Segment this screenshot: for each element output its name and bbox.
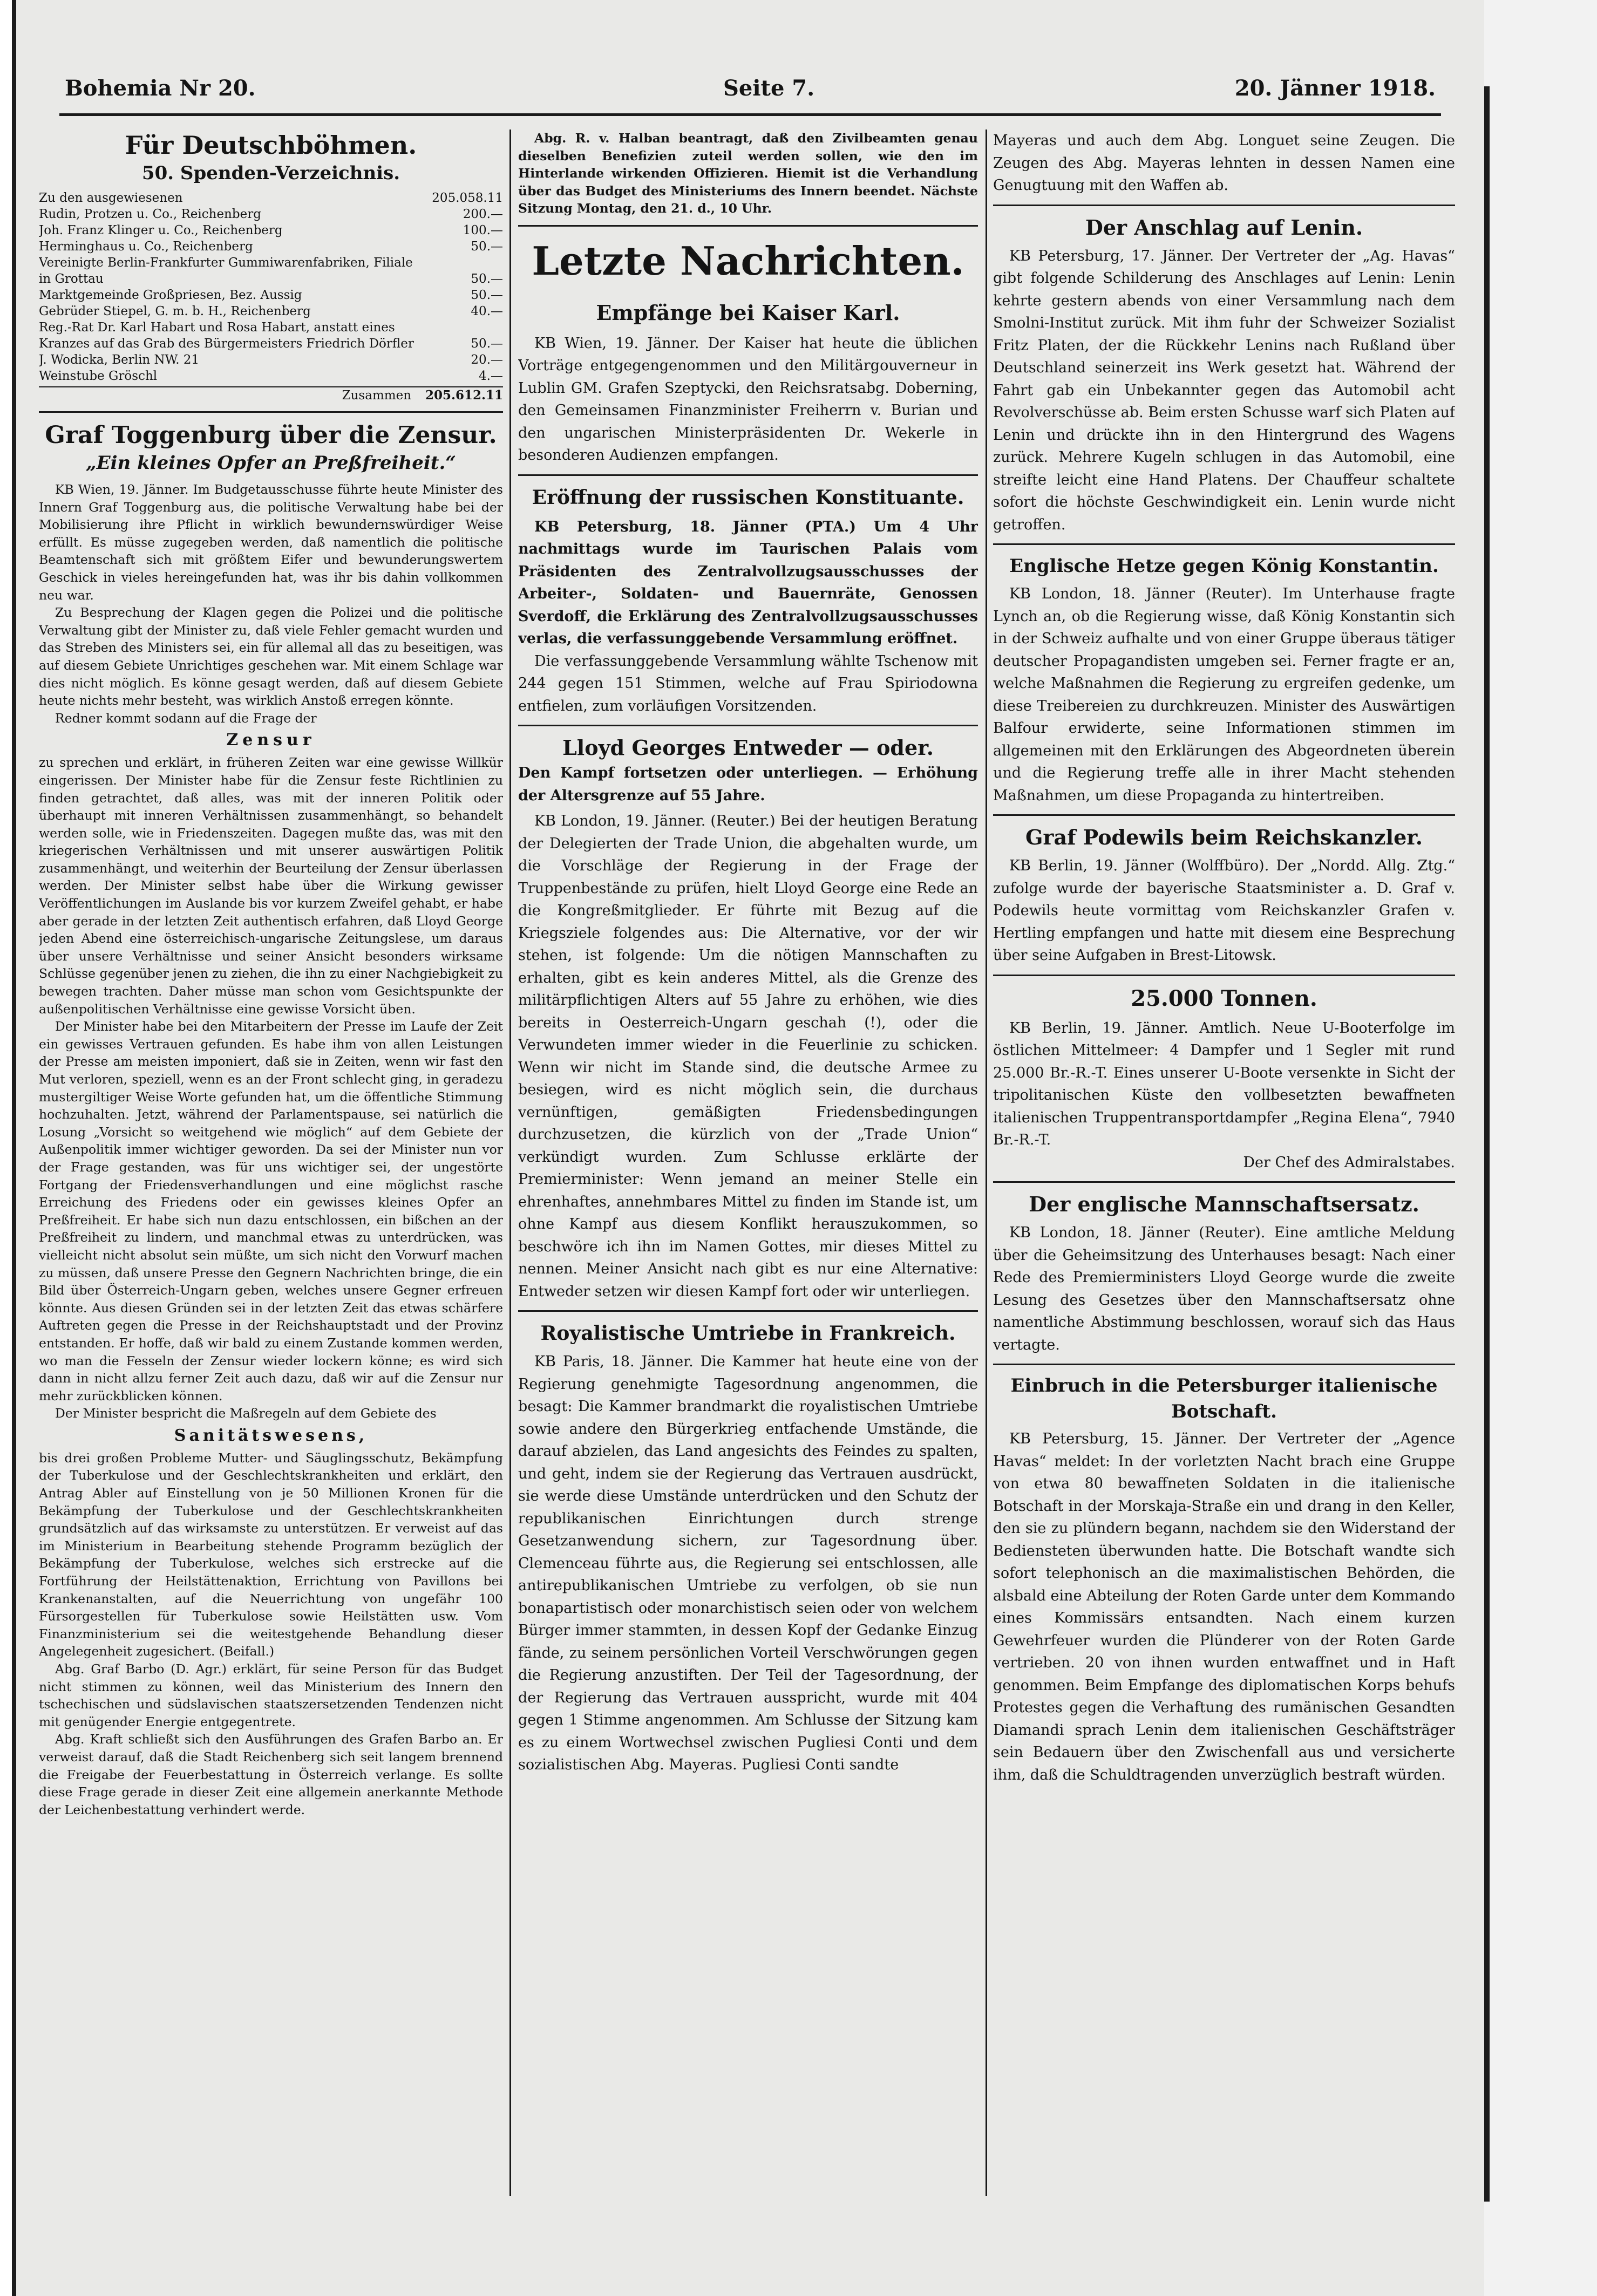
column-2 [518, 130, 978, 2196]
total-label: Zusammen [342, 389, 411, 403]
scan-left-border [0, 0, 16, 2296]
article-paragraph: KB London, 18. Jänner (Reuter). Im Unterhause fragte Lynch an, ob die Regierung wisse, daß König Konstantin sich in der Schweiz aufhalte und von einer Gruppe überaus tätiger deutscher Propagandisten umgeben sei. Ferner fragte er an, welche Maßnahmen die Regierung zu ergreifen gedenke, um diese Treibereien zu durchkreuzen. Minister des Auswärtigen Balfour erwiderte, seine Informationen stimmen im allgemeinen mit den Erklärungen des Abgeordneten überein und die Regierung treffe alle in ihrer Macht stehenden Maßnahmen, um diese Propaganda zu hintertreiben. [993, 585, 1455, 804]
article-paragraph: bis drei großen Probleme Mutter- und Säuglingsschutz, Bekämpfung der Tuberkulose und der Geschlechtskrankheiten und erklärt, den Antrag Abler auf Einstellung von je 50 Millionen Kronen für die Bekämpfung der Tuberkulose und der Geschlechtskrankheiten grundsätzlich auf das wirksamste zu unterstützen. Er verweist auf das im Ministerium in Bearbeitung stehende Programm bezüglich der Bekämpfung der Tuberkulose, welches sich erstrecke auf die Fortführung der Heilstättenaktion, Errichtung von Pavillons bei Krankenanstalten, auf die Neuerrichtung von ungefähr 100 Fürsorgestellen für Tuberkulose sowie Heilstätten usw. Vom Finanzministerium sei die weitestgehende Behandlung dieser Angelegenheit zugesichert. (Beifall.) [39, 1450, 503, 1659]
donation-amount: 50.— [471, 272, 503, 286]
header-page-number: Seite 7. [723, 76, 815, 101]
article-paragraph: Der Minister habe bei den Mitarbeitern der Presse im Laufe der Zeit ein gewisses Vertrauen gefunden. Es habe ihm von allen Leistungen der Presse am meisten imponiert, daß sie in Zeiten, wenn wir fast den Mut verloren, speziell, wenn es an der Front schlecht ging, in geradezu mustergiltiger Weise Worte gefunden hat, um die öffentliche Stimmung hochzuhalten. Jetzt, während der Parlamentspause, sei natürlich die Losung „Vorsicht so weitgehend wie möglich“ auf dem Gebiete der Außenpolitik immer wichtiger geworden. Da sei der Minister nun vor der Frage gestanden, was für uns wichtiger sei, der ungestörte Fortgang der Friedensverhandlungen und eine möglichst rasche Erreichung des Friedens oder ein gewisses kleines Opfer an Preßfreiheit. Er habe sich nun dazu entschlossen, ein bißchen an der Preßfreiheit zu lindern, und manchmal etwas zu unterdrücken, was vielleicht nicht absolut sein müßte, um sich nicht den Vorwurf machen zu müssen, daß unsere Presse den Gegnern Nachrichten bringe, die ein Bild über Österreich-Ungarn geben, welches unsere Gegner erfreuen könnte. Aus diesen Gründen sei in der letzten Zeit das etwas schärfere Auftreten gegen die Presse in der Reichshauptstadt und der Provinz entstanden. Er hoffe, daß wir bald zu einem Zustande kommen werden, wo man die Fesseln der Zensur wieder lockern könne; es wird sich dann in nicht allzu ferner Zeit auch dazu, daß wir auf die Zensur nur mehr zurückblicken können. [39, 1019, 503, 1404]
donor-name: J. Wodicka, Berlin NW. 21 [39, 353, 200, 367]
article-title: Einbruch in die Petersburger italienische Botschaft. [1010, 1375, 1438, 1422]
article-paragraph: KB London, 18. Jänner (Reuter). Eine amtliche Meldung über die Geheimsitzung des Unterhauses besagt: Nach einer Rede des Premierministers Lloyd George wurde die zweite Lesung des Gesetzes über den Mannschaftsersatz ohne namentliche Abstimmung beschlossen, worauf sich das Haus vertagte. [993, 1224, 1455, 1353]
subheading-zensur: Zensur [226, 731, 316, 750]
article-paragraph: KB Berlin, 19. Jänner. Amtlich. Neue U-Booterfolge im östlichen Mittelmeer: 4 Dampfer und 1 Segler mit rund 25.000 Br.-R.-T. Eines unserer U-Boote versenkte in Sicht der tripolitanischen Küste den vollbesetzten bewaffneten italienischen Truppentransportdampfer „Regina Elena“, 7940 Br.-R.-T. [993, 1019, 1455, 1148]
donor-name: Vereinigte Berlin-Frankfurter Gummiwarenfabriken, Filiale in Grottau [39, 256, 413, 286]
scan-right-border [1484, 0, 1597, 2296]
article-paragraph: KB Wien, 19. Jänner. Im Budgetausschusse führte heute Minister des Innern Graf Toggenburg aus, die politische Verwaltung habe bei der Mobilisierung ihre Pflicht in wirklich bewundernswürdiger Weise erfüllt. Es müsse zugegeben werden, daß namentlich die politische Beamtenschaft sich mit größtem Eifer und bewunderungswertem Geschick in vieles hereingefunden hat, was ihr bis dahin vollkommen neu war. [39, 482, 503, 603]
donation-total-row [39, 386, 503, 404]
column-1 [39, 130, 503, 2196]
fund-subtitle: 50. Spenden-Verzeichnis. [141, 162, 400, 184]
article-title: Lloyd Georges Entweder — oder. [562, 735, 934, 760]
donation-list [39, 190, 503, 404]
section-divider [993, 1181, 1455, 1183]
article-paragraph: Abg. Graf Barbo (D. Agr.) erklärt, für seine Person für das Budget nicht stimmen zu können, weil das Ministerium des Innern den tschechischen und südslavischen staatszersetzenden Tendenzen nicht mit genügender Energie entgegentrete. [39, 1661, 503, 1729]
donor-name: Zu den ausgewiesenen [39, 191, 183, 205]
section-divider [993, 975, 1455, 976]
donor-name: Weinstube Gröschl [39, 369, 158, 383]
donor-name: Reg.-Rat Dr. Karl Habart und Rosa Habart, anstatt eines Kranzes auf das Grab des Bürgermeisters Friedrich Dörfler [39, 321, 414, 351]
donation-amount: 50.— [471, 288, 503, 302]
article-paragraph: KB Paris, 18. Jänner. Die Kammer hat heute eine von der Regierung genehmigte Tagesordnung angenommen, die besagt: Die Kammer brandmarkt die royalistischen Umtriebe sowie andere den Bürgerkrieg entfachende Umstände, die darauf abzielen, das Land angesichts des Feindes zu spalten, und geht, indem sie der Regierung das Vertrauen ausdrückt, sie werde diese Umstände unterdrücken und den Schutz der republikanischen Einrichtungen durch strenge Gesetzanwendung sichern, zur Tagesordnung über. Clemenceau führte aus, die Regierung sei entschlossen, alle antirepublikanischen Umtriebe zu verfolgen, ob sie nun bonapartistisch oder monarchistisch seien oder von welchem Bürger immer stammten, in dessen Kopf der Gedanke Einzug fände, zu seinem persönlichen Vorteil Verschwörungen gegen die Regierung anzustiften. Der Teil der Tagesordnung, der der Regierung das Vertrauen ausspricht, wurde mit 404 gegen 1 Stimme angenommen. Am Schlusse der Sitzung kam es zu einem Wortwechsel zwischen Pugliesi Conti und dem sozialistischen Abg. Mayeras. Pugliesi Conti sandte [518, 1353, 978, 1774]
article-paragraph: Redner kommt sodann auf die Frage der [55, 710, 317, 726]
donation-row [39, 303, 503, 319]
article-signature: Der Chef des Admiralstabes. [1243, 1154, 1455, 1171]
donation-amount: 50.— [471, 337, 503, 351]
article-paragraph: KB Petersburg, 15. Jänner. Der Vertreter der „Agence Havas“ meldet: In der vorletzten Nacht brach eine Gruppe von etwa 80 bewaffneten Soldaten in die italienische Botschaft in der Morskaja-Straße ein und drang in den Keller, den sie zu plündern begann, nachdem sie den Widerstand der Bediensteten überwunden hatte. Die Botschaft wandte sich sofort telephonisch an die maximalistischen Behörden, die alsbald eine Abteilung der Roten Garde unter dem Kommando eines Kommissärs entsandten. Nach einem kurzen Gewehrfeuer wurden die Plünderer von der Roten Garde vertrieben. 20 von ihnen wurden entwaffnet und in Haft genommen. Beim Empfange des diplomatischen Korps behufs Protestes gegen die Verhaftung des rumänischen Gesandten Diamandi sprach Lenin dem italienischen Geschäftsträger sein Bedauern über den Zwischenfall aus und versicherte ihm, daß die Schuldtragenden unverzüglich bestraft würden. [993, 1430, 1455, 1783]
article-title: Der englische Mannschaftsersatz. [1029, 1192, 1419, 1216]
article-paragraph: Mayeras und auch dem Abg. Longuet seine Zeugen. Die Zeugen des Abg. Mayeras lehnten in dessen Namen eine Genugtuung mit den Waffen ab. [993, 132, 1455, 194]
donation-row [39, 206, 503, 222]
article-paragraph: Abg. Kraft schließt sich den Ausführungen des Grafen Barbo an. Er verweist darauf, daß die Stadt Reichenberg sich seit langem brennend die Freigabe der Feuerbestattung in Österreich verlange. Es sollte diese Frage gerade in dieser Zeit eine allgemein anerkannte Methode der Leichenbestattung verhindert werde. [39, 1732, 503, 1817]
article-paragraph: Die verfassunggebende Versammlung wählte Tschenow mit 244 gegen 151 Stimmen, welche auf Frau Spiriodowna entfielen, zum vorläufigen Vorsitzenden. [518, 652, 978, 714]
total-amount: 205.612.11 [425, 388, 503, 403]
donation-amount: 200.— [463, 207, 503, 221]
scan-right-rule [1484, 86, 1490, 2202]
column-rule-2 [986, 130, 987, 2196]
subheading-sanitaet: Sanitätswesens, [174, 1426, 368, 1445]
article-paragraph: Abg. R. v. Halban beantragt, daß den Zivilbeamten genau dieselben Benefizien zuteil werden sollen, wie den im Hinterlande wirkenden Offizieren. Hiemit ist die Verhandlung über das Budget des Ministeriums des Innern beendet. Nächste Sitzung Montag, den 21. d., 10 Uhr. [518, 131, 978, 216]
donation-row [39, 239, 503, 255]
article-title: Graf Podewils beim Reichskanzler. [1025, 825, 1423, 849]
article-paragraph: KB London, 19. Jänner. (Reuter.) Bei der heutigen Beratung der Delegierten der Trade Union, die abgehalten wurde, um die Vorschläge der Regierung in der Frage der Truppenbestände zu prüfen, hielt Lloyd George eine Rede an die Kongreßmitglieder. Er führte mit Bezug auf die Kriegsziele folgendes aus: Die Alternative, vor der wir stehen, ist folgende: Um die nötigen Mannschaften zu erhalten, gibt es kein anderes Mittel, als die Grenze des militärpflichtigen Alters auf 55 Jahre zu erhöhen, wie dies bereits in Oesterreich-Ungarn geschah (!), oder die Verwundeten immer wieder in die Feuerlinie zu schicken. Wenn wir nicht im Stande sind, die deutsche Armee zu besiegen, wird es nicht möglich sein, die durchaus vernünftigen, gemäßigten Friedensbedingungen durchzusetzen, die kürzlich von der „Trade Union“ verkündigt wurden. Zum Schlusse erklärte der Premierminister: Wenn jemand an meiner Stelle ein ehrenhaftes, annehmbares Mittel zu finden im Stande ist, um ohne Kampf aus diesem Konflikt herauszukommen, so beschwöre ich ihn im Namen Gottes, mir dieses Mittel zu nennen. Meiner Ansicht nach gibt es nur eine Alternative: Entweder setzen wir diesen Kampf fort oder wir unterliegen. [518, 813, 978, 1300]
article-title: Englische Hetze gegen König Konstantin. [1009, 555, 1439, 577]
header-issue: Bohemia Nr 20. [65, 76, 256, 101]
page-header [65, 76, 1436, 113]
section-divider [993, 814, 1455, 816]
column-3 [993, 130, 1455, 2196]
article-title: Eröffnung der russischen Konstituante. [532, 486, 964, 509]
donor-name: Joh. Franz Klinger u. Co., Reichenberg [39, 223, 283, 237]
donation-amount: 50.— [471, 240, 503, 254]
donor-name: Rudin, Protzen u. Co., Reichenberg [39, 207, 261, 221]
masthead-latest-news: Letzte Nachrichten. [532, 237, 964, 284]
article-title: Empfänge bei Kaiser Karl. [596, 300, 900, 325]
donation-amount: 205.058.11 [432, 191, 503, 205]
article-paragraph: Zu Besprechung der Klagen gegen die Polizei und die politische Verwaltung gibt der Minister zu, daß viele Fehler gemacht wurden und das Streben des Ministers sei, ein für allemal all das zu beseitigen, was auf diesem Gebiete Unrichtiges geschehen war. Mit einem Schlage war dies nicht möglich. Es könne gesagt werden, daß auf diesem Gebiete heute nichts mehr besteht, was wirklich Anstoß erregen könnte. [39, 605, 503, 708]
donation-row [39, 368, 503, 384]
section-divider [518, 1310, 978, 1312]
article-paragraph: KB Petersburg, 18. Jänner (PTA.) Um 4 Uhr nachmittags wurde im Taurischen Palais vom Präsidenten des Zentralvollzugsausschusses der Arbeiter-, Soldaten- und Bauernräte, Genossen Sverdoff, die Erklärung des Zentralvollzugsausschusses verlas, die verfassunggebende Versammlung eröffnet. [518, 518, 978, 648]
fund-title: Für Deutschböhmen. [125, 131, 417, 160]
section-divider [518, 225, 978, 227]
article-subtitle: Den Kampf fortsetzen oder unterliegen. — Erhöhung der Altersgrenze auf 55 Jahre. [518, 765, 978, 804]
section-divider [993, 543, 1455, 545]
donation-row [39, 190, 503, 206]
donation-row [39, 287, 503, 303]
donation-row [39, 222, 503, 239]
article-paragraph: KB Wien, 19. Jänner. Der Kaiser hat heute die üblichen Vorträge entgegengenommen und den Militärgouverneur in Lublin GM. Grafen Szeptycki, den Reichsratsabg. Doberning, den Gemeinsamen Finanzminister Freiherrn v. Burian und den ungarischen Ministerpräsidenten Dr. Wekerle in besonderen Audienzen empfangen. [518, 335, 978, 464]
donation-amount: 20.— [471, 353, 503, 367]
article-paragraph: Der Minister bespricht die Maßregeln auf dem Gebiete des [55, 1406, 437, 1421]
donation-amount: 40.— [471, 304, 503, 318]
header-date: 20. Jänner 1918. [1234, 76, 1436, 101]
article-paragraph: KB Petersburg, 17. Jänner. Der Vertreter der „Ag. Havas“ gibt folgende Schilderung des Anschlages auf Lenin: Lenin kehrte gestern abends von einer Versammlung nach dem Smolni-Institut zurück. Mit ihm fuhr der Schweizer Sozialist Fritz Platen, der die Rückkehr Lenins nach Rußland über Deutschland seinerzeit ins Werk gesetzt hat. Während der Fahrt gab ein Unbekannter gegen das Automobil acht Revolverschüsse ab. Beim ersten Schusse warf sich Platen auf Lenin und drückte ihn in den Hintergrund des Wagens zurück. Mehrere Kugeln schlugen in das Automobil, eine streifte leicht eine Hand Platens. Der Chauffeur schaltete sofort die höchste Geschwindigkeit ein. Lenin wurde nicht getroffen. [993, 247, 1455, 533]
scan-left-rule [12, 0, 16, 2296]
article-title: Graf Toggenburg über die Zensur. [45, 421, 497, 449]
section-divider [993, 205, 1455, 206]
donor-name: Herminghaus u. Co., Reichenberg [39, 240, 253, 254]
donor-name: Gebrüder Stiepel, G. m. b. H., Reichenberg [39, 304, 311, 318]
section-divider [518, 725, 978, 726]
article-title: Der Anschlag auf Lenin. [1085, 215, 1363, 240]
article-paragraph: KB Berlin, 19. Jänner (Wolffbüro). Der „Nordd. Allg. Ztg.“ zufolge wurde der bayerische Staatsminister a. D. Graf v. Podewils heute vormittag vom Reichskanzler Grafen v. Hertling empfangen und hatte mit diesem eine Besprechung über seine Aufgaben in Brest-Litowsk. [993, 857, 1455, 964]
article-title: 25.000 Tonnen. [1131, 985, 1317, 1011]
article-paragraph: zu sprechen und erklärt, in früheren Zeiten war eine gewisse Willkür eingerissen. Der Minister habe für die Zensur feste Richtlinien zu finden getrachtet, daß alles, was mit der inneren Politik oder überhaupt mit inneren Verhältnissen zusammenhängt, so behandelt werden solle, wie in Friedenszeiten. Dagegen mußte das, was mit den kriegerischen Verhältnissen und mit unserer auswärtigen Politik zusammenhängt, und weiterhin der Beurteilung der Zensur überlassen werden. Der Minister selbst habe über die Wirkung gewisser Veröffentlichungen im Auslande bis vor kurzem Zweifel gehabt, er habe aber gerade in der letzten Zeit authentisch erfahren, daß Lloyd George jeden Abend eine österreichisch-ungarische Zeitungslese, um daraus über unsere Verhältnisse und seiner Ansicht besonders wirksame Schlüsse gegenüber jenen zu ziehen, die ihn zu einer Nachgiebigkeit zu bewegen trachten. Daher müsse man schon vom Gesichtspunkte der außenpolitischen Verhältnisse eine gewisse Vorsicht üben. [39, 755, 503, 1017]
column-rule-1 [509, 130, 511, 2196]
article-title: Royalistische Umtriebe in Frankreich. [540, 1322, 956, 1345]
section-divider [993, 1364, 1455, 1365]
article-subtitle: „Ein kleines Opfer an Preßfreiheit.“ [86, 452, 456, 474]
donation-row [39, 319, 503, 352]
donation-row [39, 352, 503, 368]
section-divider [39, 411, 503, 413]
donation-amount: 100.— [463, 223, 503, 237]
donation-amount: 4.— [479, 369, 503, 383]
header-rule [59, 113, 1441, 116]
donor-name: Marktgemeinde Großpriesen, Bez. Aussig [39, 288, 302, 302]
section-divider [518, 474, 978, 476]
donation-row [39, 255, 503, 287]
